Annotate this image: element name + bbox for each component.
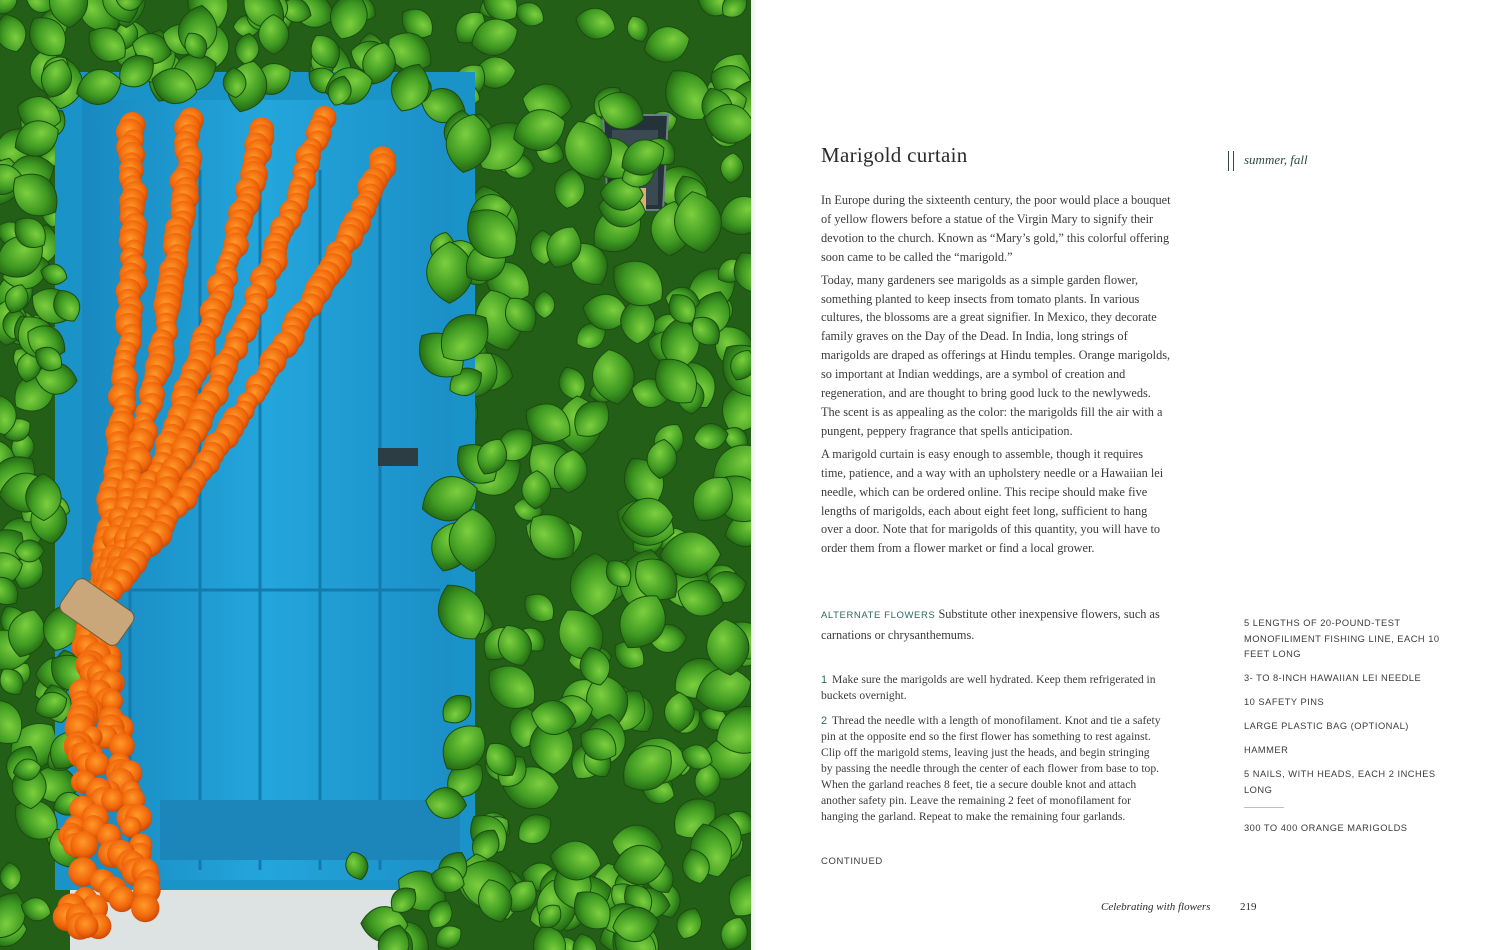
alternate-flowers-text: Substitute other inexpensive flowers, such as carnations or chrysanthemums. bbox=[821, 607, 1160, 642]
step-number: 1 bbox=[821, 674, 828, 686]
marigold-bloom bbox=[109, 886, 135, 912]
page-title: Marigold curtain bbox=[821, 143, 968, 167]
marigold-bloom bbox=[70, 831, 98, 859]
material-item: 5 LENGTHS OF 20-POUND-TEST MONOFILIMENT FISHING LINE, EACH 10 FEET LONG bbox=[1244, 618, 1440, 659]
door-latch bbox=[378, 448, 418, 466]
footer-section: Celebrating with flowers bbox=[1101, 901, 1211, 913]
step bbox=[821, 713, 1161, 825]
intro-paragraph: Today, many gardeners see marigolds as a simple garden flower, something planted to keep insects from tomato plants. In various cultures, the blossoms are a great signifier. In Mexico, they decorate family graves on the Day of the Dead. In India, long strings of marigolds are draped as offerings at Hindu temples. Orange marigolds, so important at Indian weddings, are a symbol of creation and regeneration, and are thought to bring good luck to the newlyweds. The scent is as appealing as the color: the marigolds fill the air with a pungent, peppery fragrance that spells anticipation. bbox=[821, 272, 1171, 438]
intro-text bbox=[821, 191, 1171, 562]
marigold-bloom bbox=[74, 914, 98, 938]
step-text: Make sure the marigolds are well hydrated. Keep them refrigerated in buckets overnight. bbox=[821, 673, 1156, 702]
material-item: 3- TO 8-INCH HAWAIIAN LEI NEEDLE bbox=[1244, 673, 1422, 683]
step bbox=[821, 672, 1161, 704]
step-text: Thread the needle with a length of monofilament. Knot and tie a safety pin at the opposite end so the first flower has something to rest against. Clip off the marigold stems, leaving just the heads, and begin stringing by passing the needle through the center of each flower from base to top. When the garland reaches 8 feet, tie a secure double knot and attach another safety pin. Leave the remaining 2 feet of monofilament for hanging the garland. Repeat to make the remaining four garlands. bbox=[821, 714, 1161, 823]
page-gutter bbox=[751, 0, 757, 950]
step-number: 2 bbox=[821, 715, 828, 727]
intro-paragraph: In Europe during the sixteenth century, the poor would place a bouquet of yellow flowers before a statue of the Virgin Mary to signify their devotion to the church. Known as “Mary’s gold,” this colorful offering soon came to be called the “marigold.” bbox=[821, 193, 1171, 264]
material-item: 10 SAFETY PINS bbox=[1244, 697, 1325, 707]
material-item: LARGE PLASTIC BAG (OPTIONAL) bbox=[1244, 721, 1409, 731]
season-label: summer, fall bbox=[1244, 152, 1308, 167]
materials-divider bbox=[1244, 807, 1284, 808]
material-item: HAMMER bbox=[1244, 745, 1289, 755]
material-item: 5 NAILS, WITH HEADS, EACH 2 INCHES LONG bbox=[1244, 769, 1436, 795]
instructions bbox=[821, 672, 1161, 834]
flowers-item: 300 TO 400 ORANGE MARIGOLDS bbox=[1244, 822, 1408, 833]
alternate-flowers bbox=[821, 605, 1171, 645]
materials-list bbox=[1244, 616, 1444, 845]
intro-paragraph: A marigold curtain is easy enough to assemble, though it requires time, patience, and a way with an upholstery needle or a Hawaiian lei needle, which can be ordered online. This recipe should make five lengths of marigolds, each about eight feet long, sufficient to hang over a door. Note that for marigolds of this quantity, you will have to order them from a flower market or find a local grower. bbox=[821, 446, 1164, 556]
alternate-flowers-label: ALTERNATE FLOWERS bbox=[821, 610, 936, 621]
continued-label: CONTINUED bbox=[821, 856, 883, 867]
marigold-bloom bbox=[131, 894, 159, 922]
page-number: 219 bbox=[1240, 901, 1257, 913]
season-divider bbox=[1228, 151, 1234, 171]
door-kickplate bbox=[160, 800, 460, 860]
